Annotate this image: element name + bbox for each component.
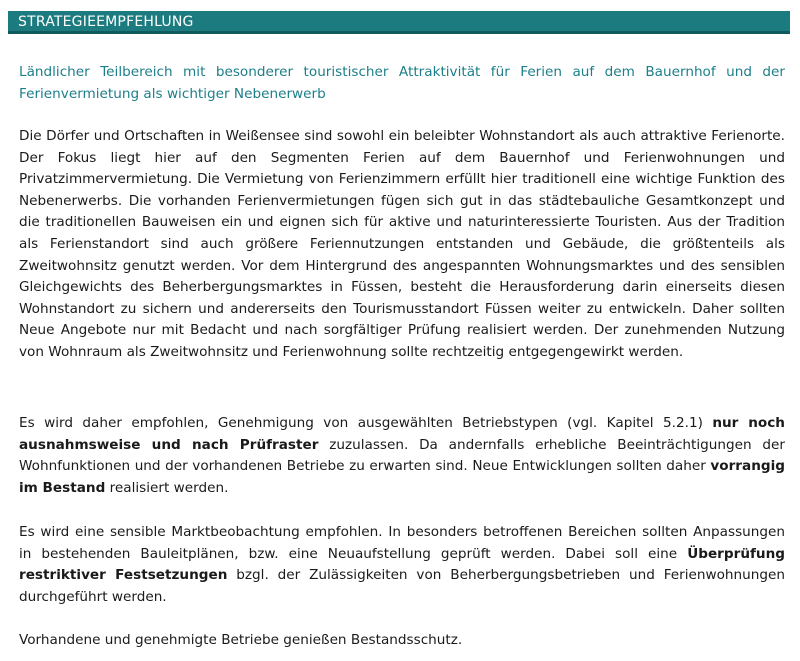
paragraph-text: realisiert werden. — [105, 479, 229, 496]
emphasis-text: nur noch ausnahmsweise und nach Prüfraster — [19, 415, 785, 453]
paragraph-text: zuzulassen. Da andernfalls erhebliche Beeinträchtigungen der Wohnfunktionen und der vorhandenen Betriebe zu erwarten sind. Neue Entwicklungen sollten daher — [19, 436, 785, 475]
section-title: STRATEGIEEMPFEHLUNG — [18, 14, 194, 30]
paragraph-text: Es wird daher empfohlen, Genehmigung von ausgewählten Betriebstypen (vgl. Kapitel 5.2.1) — [19, 415, 713, 431]
paragraph-monitoring — [19, 522, 785, 608]
emphasis-text: Überprüfung restriktiver Festsetzungen — [19, 545, 785, 584]
section-header-bar — [8, 11, 790, 34]
paragraph-text: Es wird eine sensible Marktbeobachtung empfohlen. In besonders betroffenen Bereichen sollten Anpassungen in bestehenden Bauleitplänen, bzw. eine Neuaufstellung geprüft werden. Dabei soll eine — [19, 524, 785, 562]
emphasis-text: vorrangig im Bestand — [19, 458, 785, 496]
paragraph-context: Die Dörfer und Ortschaften in Weißensee sind sowohl ein beleibter Wohnstandort als auch attraktive Ferienorte. Der Fokus liegt hier auf den Segmenten Ferien auf dem Bauernhof und Ferienwohnungen und Privatzimmervermietung. Die Vermietung von Ferienzimmern erfüllt hier traditionell eine wichtige Funktion des Nebenerwerbs. Die vorhanden Ferienvermietungen fügen sich gut in das städtebauliche Gesamtkonzept und die traditionellen Bauweisen ein und eignen sich für aktive und naturinteressierte Touristen. Aus der Tradition als Ferienstandort sind auch größere Feriennutzungen entstanden und Gebäude, die größtenteils als Zweitwohnsitz genutzt werden. Vor dem Hintergrund des angespannten Wohnungsmarktes und des sensiblen Gleichgewichts des Beherbergungsmarktes in Füssen, besteht die Herausforderung darin einerseits diesen Wohnstandort zu sichern und andererseits den Tourismusstandort Füssen weiter zu entwickeln. Daher sollten Neue Angebote nur mit Bedacht und nach sorgfältiger Prüfung realisiert werden. Der zunehmenden Nutzung von Wohnraum als Zweitwohnsitz und Ferienwohnung sollte rechtzeitig entgegengewirkt werden. — [19, 128, 785, 360]
paragraph-recommendation — [19, 413, 785, 499]
paragraph-text: bzgl. der Zulässigkeiten von Beherbergungsbetrieben und Ferienwohnungen durchgeführt werden. — [19, 567, 786, 605]
paragraph-protection: Vorhandene und genehmigte Betriebe genießen Bestandsschutz. — [19, 632, 463, 648]
section-subtitle: Ländlicher Teilbereich mit besonderer touristischer Attraktivität für Ferien auf dem Bauernhof und der Ferienvermietung als wichtiger Nebenerwerb — [19, 64, 785, 102]
